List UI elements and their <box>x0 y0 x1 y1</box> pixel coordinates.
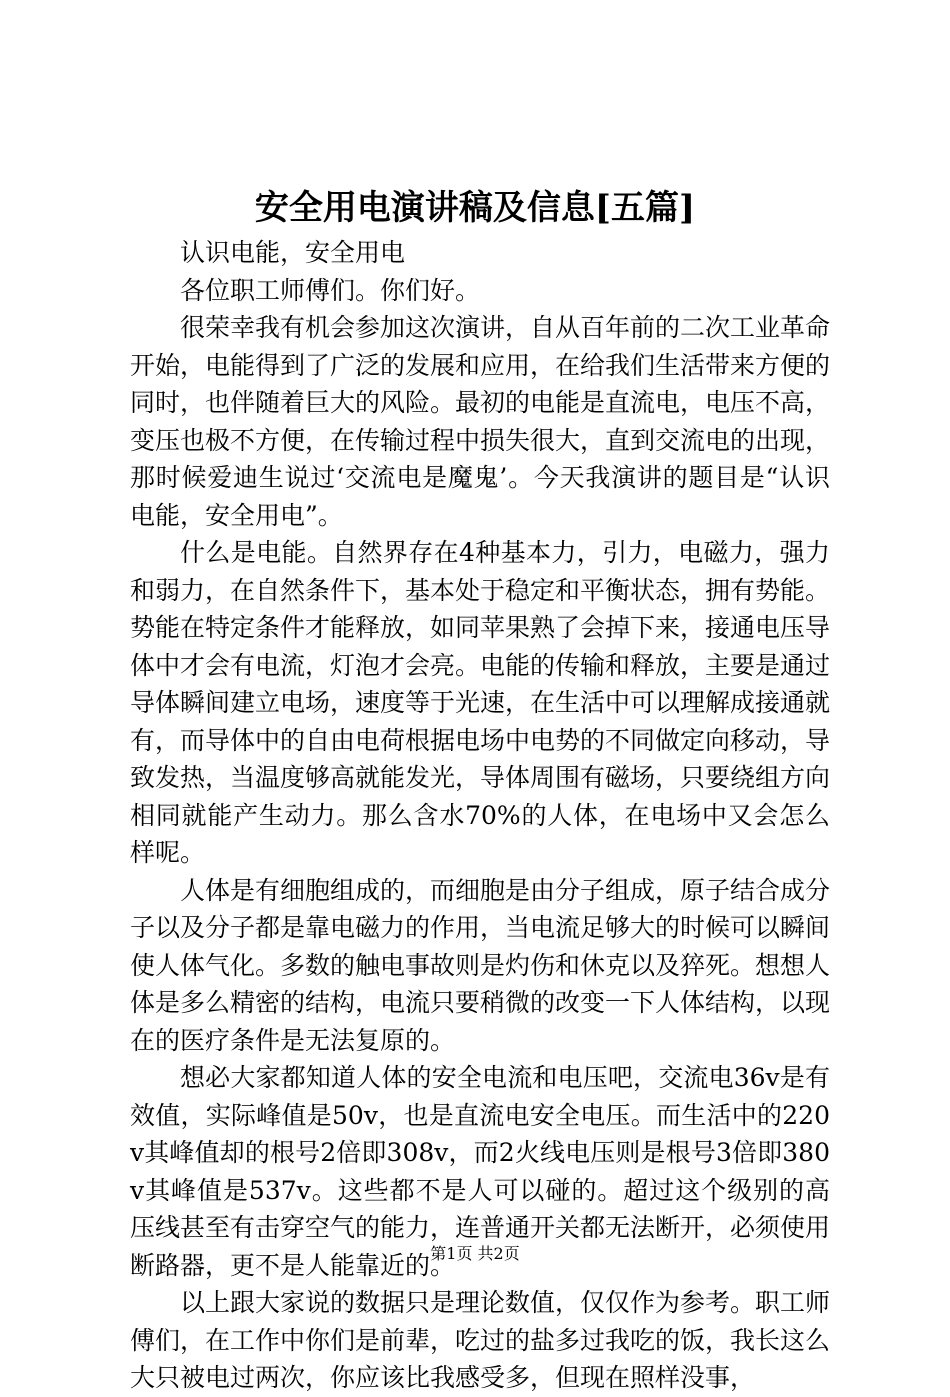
paragraph-reference-note: 以上跟大家说的数据只是理论数值，仅仅作为参考。职工师傅们，在工作中你们是前辈，吃过的盐多过我吃的饭，我长这么大只被电过两次，你应该比我感受多，但现在照样没事， <box>130 1288 831 1392</box>
paragraph-subtitle: 认识电能，安全用电 <box>180 238 406 267</box>
paragraph-human-body: 人体是有细胞组成的，而细胞是由分子组成，原子结合成分子以及分子都是靠电磁力的作用，当电流足够大的时候可以瞬间使人体气化。多数的触电事故则是灼伤和休克以及猝死。想想人体是多么精密的结构，电流只要稍微的改变一下人体结构，以现在的医疗条件是无法复原的。 <box>130 875 831 1055</box>
paragraph-what-is-electricity: 什么是电能。自然界存在4种基本力，引力，电磁力，强力和弱力，在自然条件下，基本处于稳定和平衡状态，拥有势能。势能在特定条件才能释放，如同苹果熟了会掉下来，接通电压导体中才会有电流，灯泡才会亮。电能的传输和释放，主要是通过导体瞬间建立电场，速度等于光速，在生活中可以理解成接通就有，而导体中的自由电荷根据电场中电势的不同做定向移动，导致发热，当温度够高就能发光，导体周围有磁场，只要绕组方向相同就能产生动力。那么含水70%的人体，在电场中又会怎么样呢。 <box>130 538 831 867</box>
page-number-footer: 第1页 共2页 <box>430 1244 520 1263</box>
paragraph-greeting: 各位职工师傅们。你们好。 <box>180 275 481 305</box>
paragraph-safe-voltage: 想必大家都知道人体的安全电流和电压吧，交流电36v是有效值，实际峰值是50v，也是直流电安全电压。而生活中的220v其峰值却的根号2倍即308v，而2火线电压则是根号3倍即380v其峰值是537v。这些都不是人可以碰的。超过这个级别的高压线甚至有击穿空气的能力，连普通开关都无法断开，必须使用断路器，更不是人能靠近的。 <box>130 1063 831 1280</box>
document-title: 安全用电演讲稿及信息[五篇] <box>254 188 696 228</box>
document-body <box>130 234 830 1397</box>
paragraph-intro: 很荣幸我有机会参加这次演讲，自从百年前的二次工业革命开始，电能得到了广泛的发展和应用，在给我们生活带来方便的同时，也伴随着巨大的风险。最初的电能是直流电，电压不高，变压也极不方便，在传输过程中损失很大，直到交流电的出现，那时候爱迪生说过‘交流电是魔鬼’。今天我演讲的题目是“认识电能，安全用电”。 <box>130 313 831 530</box>
